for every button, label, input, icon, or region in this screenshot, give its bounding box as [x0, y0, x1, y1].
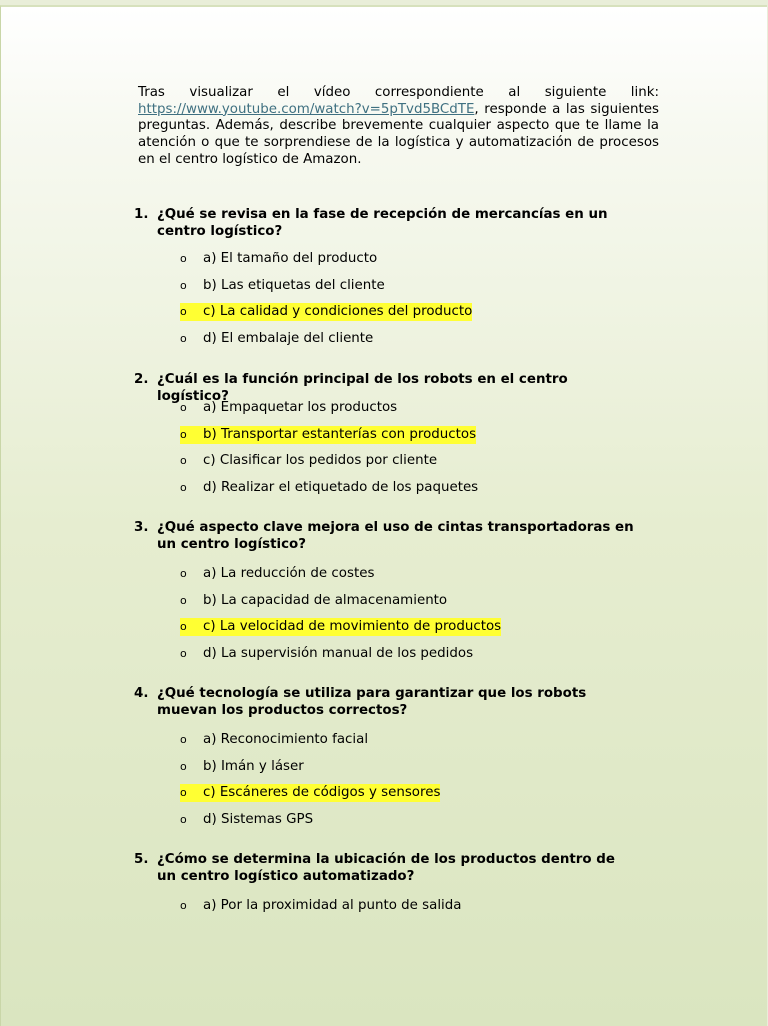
video-link[interactable]: https://www.youtube.com/watch?v=5pTvd5BCdTE	[138, 101, 475, 117]
option-label: c) Escáneres de códigos y sensores	[203, 785, 441, 800]
option-label: a) El tamaño del producto	[203, 251, 378, 266]
option-d	[180, 811, 313, 829]
question-text: ¿Qué se revisa en la fase de recepción de mercancías en un centro logístico?	[157, 207, 608, 239]
intro-text-before: Tras visualizar el vídeo correspondiente al siguiente link:	[138, 85, 659, 100]
bullet-icon: o	[180, 332, 187, 345]
option-label: c) La calidad y condiciones del producto	[203, 304, 473, 319]
option-a	[180, 897, 461, 915]
option-d	[180, 330, 373, 348]
bullet-icon: o	[180, 594, 187, 607]
intro-text-after: , responde a las siguientes preguntas. Además, describe brevemente cualquier aspecto que te llame la atención o que te sorprendiese de la logística y automatización de procesos en el centro logístico de Amazon.	[138, 101, 659, 167]
option-b	[180, 758, 304, 776]
option-c	[180, 452, 437, 470]
question-text: ¿Qué aspecto clave mejora el uso de cintas transportadoras en un centro logístico?	[157, 520, 634, 552]
option-label: c) Clasificar los pedidos por cliente	[203, 453, 438, 468]
option-label: a) Reconocimiento facial	[203, 732, 369, 747]
option-a	[180, 565, 374, 583]
bullet-icon: o	[180, 786, 187, 799]
option-d	[180, 645, 473, 663]
bullet-icon: o	[180, 481, 187, 494]
option-label: b) Transportar estanterías con productos	[203, 427, 477, 442]
option-label: b) La capacidad de almacenamiento	[203, 593, 448, 608]
bullet-icon: o	[180, 899, 187, 912]
option-c-highlighted	[180, 303, 472, 321]
question-number: 2.	[134, 372, 149, 387]
option-label: d) Sistemas GPS	[203, 812, 314, 827]
option-label: c) La velocidad de movimiento de productos	[203, 619, 502, 634]
option-label: a) Por la proximidad al punto de salida	[203, 898, 462, 913]
bullet-icon: o	[180, 647, 187, 660]
question-number: 5.	[134, 852, 149, 867]
option-label: a) Empaquetar los productos	[203, 400, 398, 415]
option-a	[180, 250, 377, 268]
question-number: 1.	[134, 207, 149, 222]
option-c-highlighted	[180, 618, 501, 636]
option-a	[180, 399, 397, 417]
bullet-icon: o	[180, 401, 187, 414]
question-number: 3.	[134, 520, 149, 535]
bullet-icon: o	[180, 454, 187, 467]
bullet-icon: o	[180, 813, 187, 826]
option-label: a) La reducción de costes	[203, 566, 375, 581]
option-label: d) Realizar el etiquetado de los paquetes	[203, 480, 479, 495]
bullet-icon: o	[180, 760, 187, 773]
intro-paragraph	[138, 85, 659, 169]
option-label: d) El embalaje del cliente	[203, 331, 374, 346]
option-label: b) Las etiquetas del cliente	[203, 278, 385, 293]
question-1	[134, 206, 634, 346]
bullet-icon: o	[180, 279, 187, 292]
question-text: ¿Cómo se determina la ubicación de los productos dentro de un centro logístico automatizado?	[157, 852, 615, 884]
option-label: b) Imán y láser	[203, 759, 304, 774]
option-c-highlighted	[180, 784, 440, 802]
bullet-icon: o	[180, 620, 187, 633]
question-text: ¿Qué tecnología se utiliza para garantizar que los robots muevan los productos correctos?	[157, 686, 587, 718]
document-page	[0, 5, 767, 1026]
question-2	[134, 371, 634, 495]
question-number: 4.	[134, 686, 149, 701]
question-text: ¿Cuál es la función principal de los robots en el centro logístico?	[157, 372, 568, 404]
question-4	[134, 685, 634, 827]
option-d	[180, 479, 478, 497]
bullet-icon: o	[180, 428, 187, 441]
option-b-highlighted	[180, 426, 476, 444]
option-b	[180, 592, 447, 610]
bullet-icon: o	[180, 305, 187, 318]
question-5	[134, 851, 634, 913]
bullet-icon: o	[180, 733, 187, 746]
bullet-icon: o	[180, 567, 187, 580]
bullet-icon: o	[180, 252, 187, 265]
question-3	[134, 519, 634, 661]
option-a	[180, 731, 368, 749]
option-b	[180, 277, 385, 295]
option-label: d) La supervisión manual de los pedidos	[203, 646, 474, 661]
